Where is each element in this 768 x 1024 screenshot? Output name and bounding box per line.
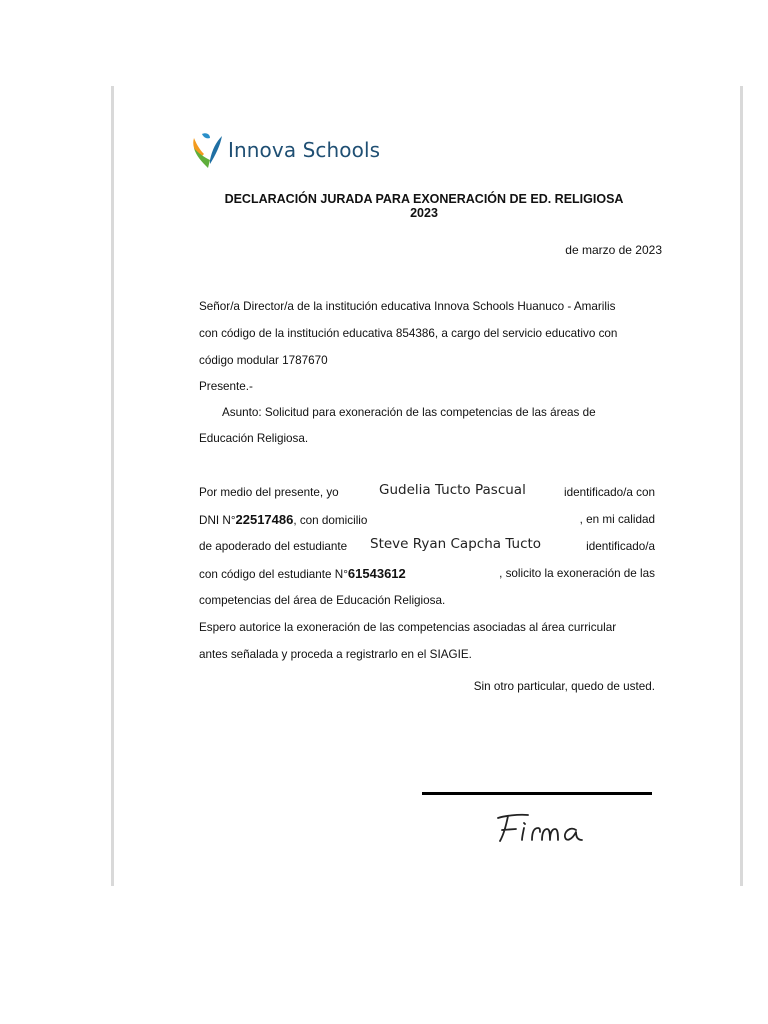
title-line-2: 2023 [410, 206, 438, 220]
asunto-line: Asunto: Solicitud para exoneración de las competencias de las áreas de [222, 406, 596, 419]
innova-logo-icon [190, 130, 224, 170]
signature-line [422, 792, 652, 795]
dni-value: 22517486 [235, 512, 294, 527]
body-line: competencias del área de Educación Religiosa. [199, 594, 446, 607]
presente-line: Presente.- [199, 380, 253, 393]
title-line-1: DECLARACIÓN JURADA PARA EXONERACIÓN DE ED. RELIGIOSA [224, 192, 624, 206]
document-title [194, 192, 654, 220]
body-line: con código de la institución educativa 854386, a cargo del servicio educativo con [199, 327, 618, 340]
body-line: de apoderado del estudiante Steve Ryan Capcha Tucto identificado/a [199, 536, 655, 553]
student-name-field: Steve Ryan Capcha Tucto [370, 536, 542, 552]
document-date: de marzo de 2023 [565, 243, 662, 257]
firma-signature-icon [484, 808, 604, 848]
body-line: Por medio del presente, yo Gudelia Tucto Pascual identificado/a con [199, 482, 655, 499]
closing-line: Sin otro particular, quedo de usted. [473, 680, 655, 693]
body-line: Señor/a Director/a de la institución educativa Innova Schools Huanuco - Amarilis [199, 300, 616, 313]
student-code-value: 61543612 [347, 566, 406, 581]
document-page [111, 86, 743, 886]
guardian-name-field: Gudelia Tucto Pascual [379, 482, 526, 498]
asunto-line-2: Educación Religiosa. [199, 432, 309, 445]
body-line: código modular 1787670 [199, 354, 328, 367]
school-logo [190, 130, 380, 170]
body-line: con código del estudiante N°61543612 , solicito la exoneración de las [199, 566, 655, 581]
logo-text: Innova Schools [228, 138, 381, 162]
body-line: antes señalada y proceda a registrarlo en el SIAGIE. [199, 648, 472, 661]
body-line: DNI N°22517486, con domicilio , en mi calidad [199, 512, 655, 527]
body-line: Espero autorice la exoneración de las competencias asociadas al área curricular [199, 621, 617, 634]
